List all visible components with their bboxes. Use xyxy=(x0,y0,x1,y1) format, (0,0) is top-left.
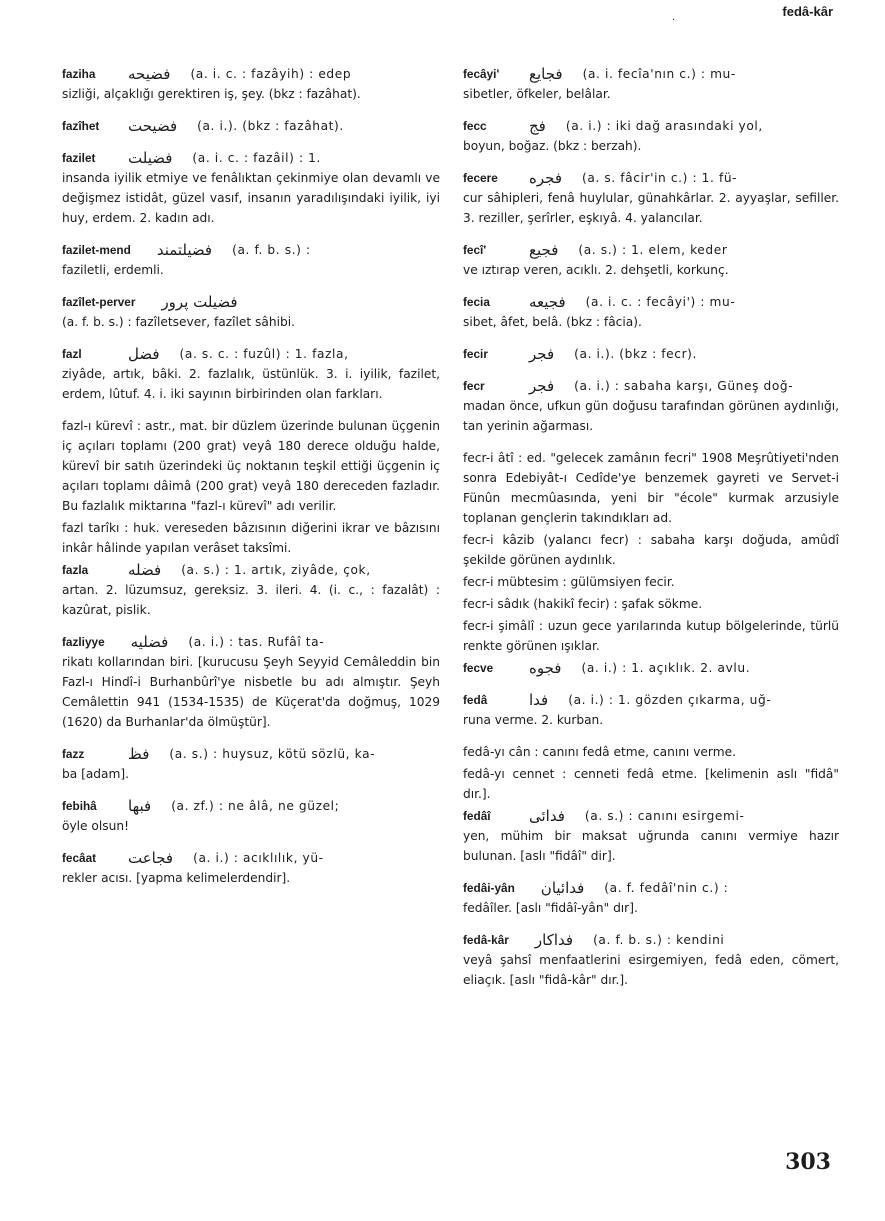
entry-definition: veyâ şahsî menfaatlerini esirgemiyen, fedâ eden, cömert, eliaçık. [aslı "fidâ-kâr" dır.]. xyxy=(463,953,839,987)
entry-definition: yen, mühim bir maksat uğrunda canını vermiye hazır bulunan. [aslı "fidâî" dir]. xyxy=(463,829,839,863)
entry-term: fecî' xyxy=(463,243,487,257)
entry-definition: fecr-i sâdık (hakikî fecir) : şafak sökme. xyxy=(463,597,703,611)
entry-definition-start: (a. s.) : 1. elem, keder xyxy=(578,243,728,257)
entry-definition: rikatı kollarından biri. [kurucusu Şeyh Seyyid Cemâleddin bin Fazl-ı Hindî-i Burhanbûrî'ye nisbetle bu adı almıştır. Şeyh Cemâlettin 941 (1534-1535) de Küçerat'da doğmuş, 1029 (1620) da Burhanlar'da ölmüştür]. xyxy=(62,655,440,729)
entry-definition-start: (a. i.) : tas. Rufâî ta- xyxy=(188,635,325,649)
dictionary-entry xyxy=(463,690,839,730)
entry-arabic-script: فضليه xyxy=(130,633,169,651)
entry-definition: artan. 2. lüzumsuz, gereksiz. 3. ileri. 4. (i. c., : fazalât) : kazûrat, pislik. xyxy=(62,583,440,617)
entry-arabic-script: فضل xyxy=(128,345,160,363)
dictionary-entry xyxy=(463,616,839,656)
entry-arabic-script: فبها xyxy=(128,797,152,815)
entry-definition: madan önce, ufkun gün doğusu tarafından görünen aydınlığı, tan yerinin ağarması. xyxy=(463,399,839,433)
entry-definition-start: (a. s. fâcir'in c.) : 1. fü- xyxy=(582,171,738,185)
dictionary-entry xyxy=(463,168,839,228)
entry-headline xyxy=(62,64,440,84)
entry-term: fazîlet-perver xyxy=(62,295,136,309)
entry-headline xyxy=(463,116,839,136)
entry-definition-start: (a. f. fedâî'nin c.) : xyxy=(604,881,729,895)
page-number: 303 xyxy=(785,1149,831,1175)
entry-headline xyxy=(62,560,440,580)
entry-definition-start: (a. i.) : 1. gözden çıkarma, uğ- xyxy=(568,693,772,707)
entry-arabic-script: فضيحه xyxy=(128,65,171,83)
entry-headline xyxy=(463,168,839,188)
dictionary-entry xyxy=(62,148,440,228)
entry-term: fecr xyxy=(463,379,485,393)
entry-definition: fecr-i mübtesim : gülümsiyen fecir. xyxy=(463,575,675,589)
entry-arabic-script: فج xyxy=(529,117,546,135)
entry-definition: öyle olsun! xyxy=(62,819,129,833)
entry-term: fedâî xyxy=(463,809,491,823)
entry-arabic-script: فجوه xyxy=(529,659,562,677)
entry-headline xyxy=(62,848,440,868)
entry-definition-start: (a. i. fecîa'nın c.) : mu- xyxy=(582,67,736,81)
dictionary-entry xyxy=(463,594,839,614)
dictionary-entry xyxy=(463,64,839,104)
entry-definition: faziletli, erdemli. xyxy=(62,263,164,277)
entry-arabic-script: فضيلتمند xyxy=(156,241,213,259)
entry-arabic-script: فضيلت xyxy=(128,149,173,167)
entry-definition: insanda iyilik etmiye ve fenâlıktan çekinmiye olan devamlı ve değişmez istidât, güzel vasıf, insanın yaradılışındaki iyilik, iyi huy, erdem. 2. kadın adı. xyxy=(62,171,440,225)
dictionary-entry xyxy=(463,292,839,332)
entry-headline xyxy=(62,292,440,312)
entry-term: febihâ xyxy=(62,799,97,813)
entry-term: fecve xyxy=(463,661,494,675)
entry-headline xyxy=(463,806,839,826)
entry-arabic-script: فجايع xyxy=(529,65,563,83)
entry-term: fedâ xyxy=(463,693,488,707)
entry-definition: runa verme. 2. kurban. xyxy=(463,713,604,727)
entry-term: fecâat xyxy=(62,851,97,865)
dictionary-entry xyxy=(463,530,839,570)
dictionary-entry xyxy=(463,448,839,528)
dictionary-entry xyxy=(62,518,440,558)
entry-term: fazilet xyxy=(62,151,96,165)
entry-definition: sizliği, alçaklığı gerektiren iş, şey. (bkz : fazâhat). xyxy=(62,87,361,101)
entry-definition: fedâîler. [aslı "fidâî-yân" dır]. xyxy=(463,901,638,915)
dictionary-entry xyxy=(62,744,440,784)
entry-arabic-script: فجره xyxy=(529,169,562,187)
dictionary-entry xyxy=(463,116,839,156)
entry-definition-start: (a. f. b. s.) : xyxy=(232,243,311,257)
entry-definition: sibetler, öfkeler, belâlar. xyxy=(463,87,611,101)
entry-term: fazla xyxy=(62,563,89,577)
dictionary-entry xyxy=(463,376,839,436)
entry-arabic-script: فداكار xyxy=(534,931,574,949)
entry-arabic-script: فدائيان xyxy=(540,879,585,897)
entry-term: fazilet-mend xyxy=(62,243,131,257)
entry-definition: ba [adam]. xyxy=(62,767,130,781)
left-column xyxy=(62,64,440,900)
entry-headline xyxy=(463,930,839,950)
entry-definition: fecr-i âtî : ed. "gelecek zamânın fecri" 1908 Meşrûtiyeti'nden sonra Edebiyât-ı Cedîde'ye benzemek gayreti ve Servet-i Fünûn mecmûasında, yeni bir "école" kurmak arzusiyle toplanan gençlerin takındıkları ad. xyxy=(463,451,839,525)
entry-headline xyxy=(463,344,839,364)
entry-headline xyxy=(463,292,839,312)
entry-term: fedâ-kâr xyxy=(463,933,509,947)
entry-definition: fecr-i kâzib (yalancı fecr) : sabaha karşı doğuda, amûdî şekilde görünen aydınlık. xyxy=(463,533,839,567)
entry-headline xyxy=(62,148,440,168)
entry-definition: boyun, boğaz. (bkz : berzah). xyxy=(463,139,642,153)
entry-headline xyxy=(463,690,839,710)
entry-headline xyxy=(62,240,440,260)
entry-arabic-script: فظ xyxy=(128,745,150,763)
entry-definition-start: (a. i.) : sabaha karşı, Güneş doğ- xyxy=(574,379,794,393)
entry-arabic-script: فجيعه xyxy=(529,293,566,311)
entry-headline xyxy=(463,658,839,678)
entry-headline xyxy=(62,744,440,764)
entry-definition-start: (a. i. c. : fazâil) : 1. xyxy=(192,151,321,165)
entry-arabic-script: فجر xyxy=(529,377,555,395)
entry-term: fecere xyxy=(463,171,498,185)
entry-arabic-script: فضله xyxy=(128,561,162,579)
dictionary-entry xyxy=(62,560,440,620)
entry-arabic-script: فدائى xyxy=(529,807,565,825)
dictionary-entry xyxy=(463,240,839,280)
running-header: fedâ-kâr xyxy=(782,4,833,19)
entry-term: fazîhet xyxy=(62,119,100,133)
entry-headline xyxy=(463,376,839,396)
dictionary-entry xyxy=(463,806,839,866)
dictionary-entry xyxy=(463,572,839,592)
entry-definition-start: (a. s. c. : fuzûl) : 1. fazla, xyxy=(179,347,349,361)
entry-arabic-script: فدا xyxy=(529,691,549,709)
entry-definition-start: (a. zf.) : ne âlâ, ne güzel; xyxy=(171,799,340,813)
dictionary-entry xyxy=(62,64,440,104)
entry-term: fazz xyxy=(62,747,85,761)
dictionary-entry xyxy=(62,416,440,516)
entry-definition: ve ıztırap veren, acıklı. 2. dehşetli, korkunç. xyxy=(463,263,729,277)
dictionary-entry xyxy=(463,658,839,678)
entry-headline xyxy=(62,796,440,816)
entry-definition: rekler acısı. [yapma kelimelerdendir]. xyxy=(62,871,291,885)
dictionary-entry xyxy=(62,632,440,732)
entry-headline xyxy=(463,240,839,260)
entry-definition-start: (a. s.) : 1. artık, ziyâde, çok, xyxy=(181,563,371,577)
entry-term: faziha xyxy=(62,67,96,81)
dictionary-entry xyxy=(62,848,440,888)
entry-definition-start: (a. f. b. s.) : kendini xyxy=(593,933,725,947)
dictionary-entry xyxy=(62,344,440,404)
entry-term: fecia xyxy=(463,295,490,309)
entry-definition-start: (a. s.) : huysuz, kötü sözlü, ka- xyxy=(169,747,376,761)
entry-definition: (a. f. b. s.) : fazîletsever, fazîlet sâhibi. xyxy=(62,315,295,329)
entry-arabic-script: فضيلت پرور xyxy=(161,293,238,311)
print-mark: . xyxy=(672,12,676,23)
entry-definition-start: (a. s.) : canını esirgemi- xyxy=(584,809,745,823)
entry-term: fecâyi' xyxy=(463,67,500,81)
entry-term: fecir xyxy=(463,347,488,361)
entry-headline xyxy=(62,344,440,364)
entry-definition: fedâ-yı cân : canını fedâ etme, canını verme. xyxy=(463,745,736,759)
entry-definition-start: (a. i.) : iki dağ arasındaki yol, xyxy=(565,119,763,133)
dictionary-entry xyxy=(62,796,440,836)
entry-definition: fedâ-yı cennet : cenneti fedâ etme. [kelimenin aslı "fidâ" dır.]. xyxy=(463,767,839,801)
entry-headline xyxy=(463,878,839,898)
dictionary-entry xyxy=(62,116,440,136)
entry-headline xyxy=(62,632,440,652)
entry-definition: fecr-i şimâlî : uzun gece yarılarında kutup bölgelerinde, türlü renkte görünen ışıklar. xyxy=(463,619,839,653)
entry-definition-start: (a. i. c. : fazâyih) : edep xyxy=(190,67,352,81)
entry-definition: fazl-ı kürevî : astr., mat. bir düzlem üzerinde bulunan üçgenin iç açıları toplamı (200 grat) veyâ 180 derece olduğu halde, kürevî bir satıh üzerindeki üç noktanın teşkil ettiği üçgenin iç açıları toplamı dâimâ (200 grat) veyâ 180 dereceden fazladır. Bu fazlalık miktarına "fazl-ı kürevî" adı verilir. xyxy=(62,419,440,513)
entry-arabic-script: فجاعت xyxy=(128,849,174,867)
dictionary-entry xyxy=(463,742,839,762)
entry-definition: ziyâde, artık, bâki. 2. fazlalık, üstünlük. 3. i. iyilik, fazilet, erdem, lûtuf. 4. i. iki sayının birbirinden olan farkları. xyxy=(62,367,440,401)
dictionary-entry xyxy=(62,292,440,332)
dictionary-entry xyxy=(463,764,839,804)
entry-definition: fazl tarîkı : huk. vereseden bâzısının diğerini ikrar ve bâzısını inkâr hâlinde yapılan verâset taksîmi. xyxy=(62,521,440,555)
dictionary-entry xyxy=(463,930,839,990)
entry-arabic-script: فجيع xyxy=(529,241,559,259)
dictionary-entry xyxy=(463,878,839,918)
entry-definition-start: (a. i.) : 1. açıklık. 2. avlu. xyxy=(581,661,751,675)
dictionary-entry xyxy=(62,240,440,280)
entry-arabic-script: فجر xyxy=(529,345,555,363)
entry-headline xyxy=(463,64,839,84)
entry-headline xyxy=(62,116,440,136)
entry-arabic-script: فضيحت xyxy=(128,117,178,135)
right-column xyxy=(463,64,839,1002)
entry-definition: cur sâhipleri, fenâ huylular, günahkârlar. 2. ayyaşlar, sefiller. 3. reziller, şerîrler, eşkıyâ. 4. yalancılar. xyxy=(463,191,839,225)
entry-definition-start: (a. i.) : acıklılık, yü- xyxy=(193,851,324,865)
entry-definition-start: (a. i. c. : fecâyi') : mu- xyxy=(585,295,736,309)
entry-term: fedâi-yân xyxy=(463,881,515,895)
entry-term: fazl xyxy=(62,347,82,361)
entry-term: fecc xyxy=(463,119,487,133)
entry-definition: sibet, âfet, belâ. (bkz : fâcia). xyxy=(463,315,642,329)
entry-definition-start: (a. i.). (bkz : fecr). xyxy=(574,347,698,361)
entry-term: fazliyye xyxy=(62,635,105,649)
dictionary-entry xyxy=(463,344,839,364)
entry-definition-start: (a. i.). (bkz : fazâhat). xyxy=(197,119,344,133)
